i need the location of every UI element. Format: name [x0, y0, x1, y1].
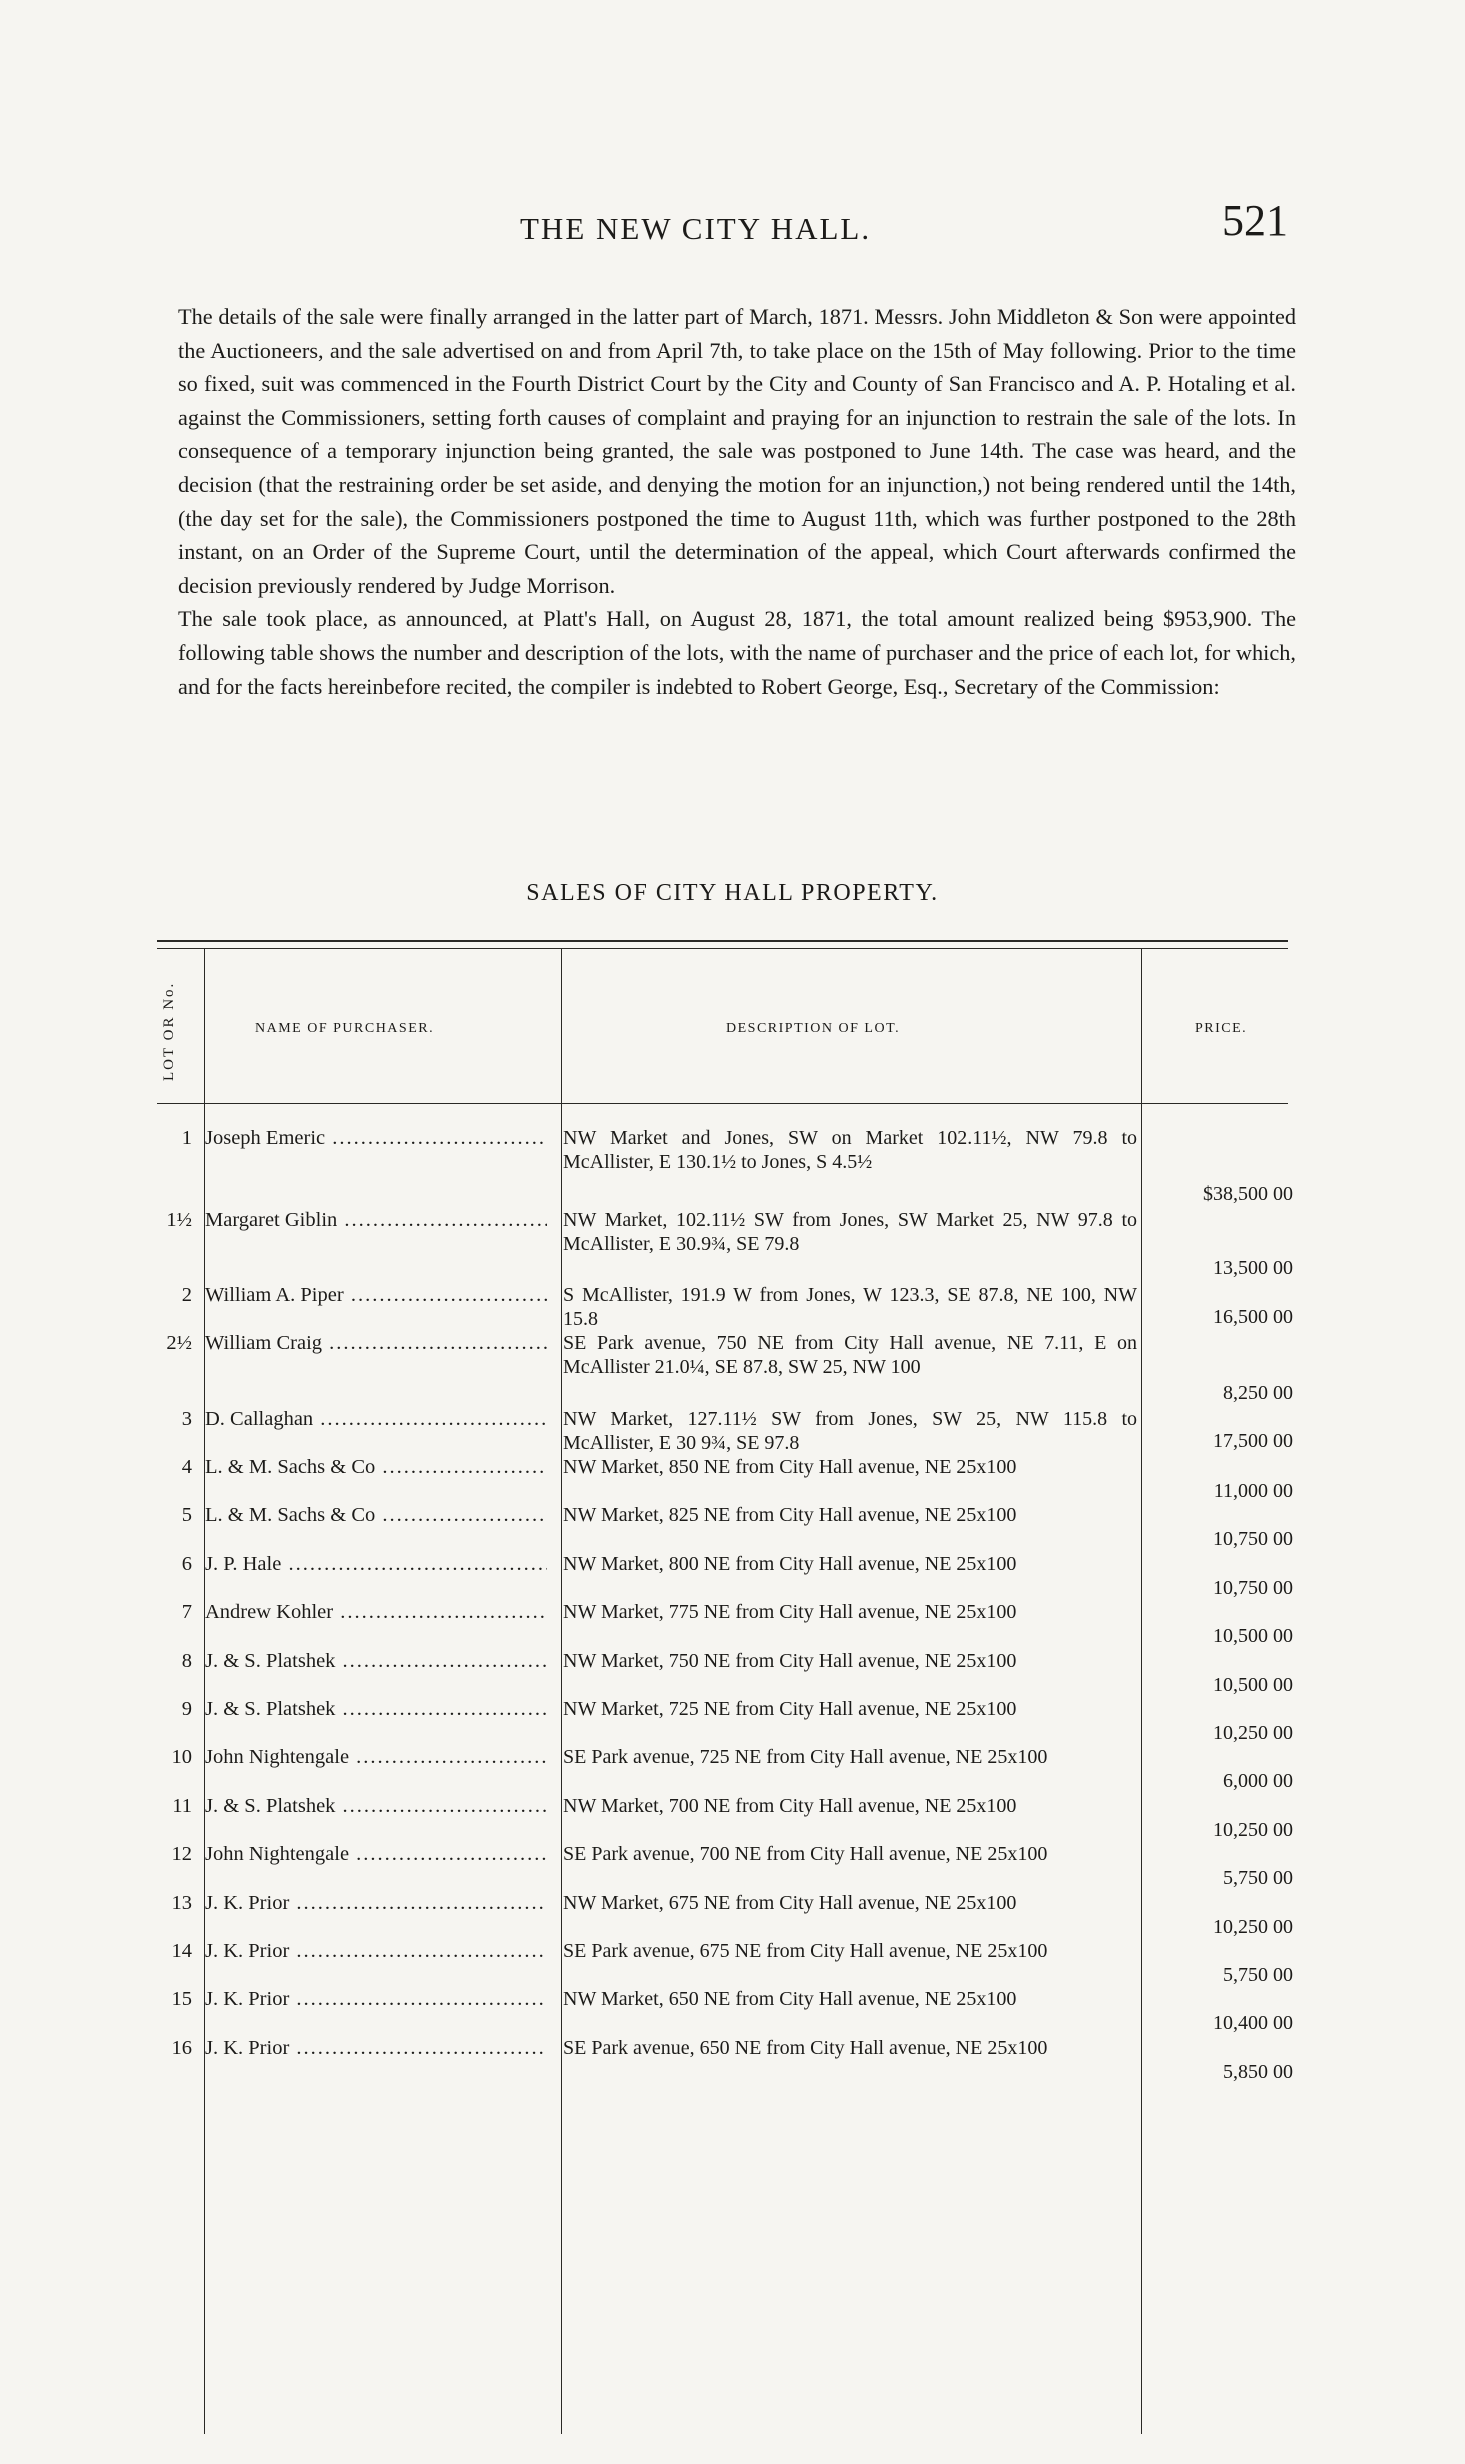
purchaser-name: Andrew Kohler .....	[205, 1600, 547, 1624]
lot-price: 13,500 00	[1213, 1257, 1293, 1279]
purchaser-name: J. K. Prior .....	[205, 1987, 547, 2011]
lot-description: NW Market, 650 NE from City Hall avenue, NE 25x100	[563, 1988, 1017, 2011]
running-head	[0, 195, 1465, 255]
lot-price: 10,750 00	[1213, 1528, 1293, 1551]
lot-price: 8,250 00	[1223, 1382, 1293, 1404]
lot-number: 2	[181, 1284, 192, 1306]
lot-number: 16	[171, 2036, 192, 2059]
purchaser-name: L. & M. Sachs & Co .....	[205, 1503, 547, 1527]
lot-description: SE Park avenue, 675 NE from City Hall avenue, NE 25x100	[563, 1939, 1048, 1962]
table-row	[0, 2036, 1465, 2084]
lot-price: 10,500 00	[1213, 1625, 1293, 1648]
lot-number: 10	[171, 1746, 192, 1769]
lot-number: 12	[171, 1843, 192, 1866]
lot-price: 6,000 00	[1223, 1770, 1293, 1793]
page-number: 521	[1222, 196, 1288, 245]
lot-number: 13	[171, 1891, 192, 1914]
lot-description: NW Market, 700 NE from City Hall avenue, NE 25x100	[563, 1794, 1017, 1817]
lot-description: SE Park avenue, 650 NE from City Hall avenue, NE 25x100	[563, 2036, 1048, 2059]
table-header-rule	[157, 1103, 1288, 1104]
lot-number: 2½	[166, 1332, 192, 1354]
table-row	[0, 1987, 1465, 2035]
lot-number: 6	[181, 1552, 192, 1575]
purchaser-name: J. K. Prior .....	[205, 1891, 547, 1915]
page-title: THE NEW CITY HALL.	[520, 211, 872, 246]
column-header-purchaser: NAME OF PURCHASER.	[255, 1021, 435, 1036]
table-row	[0, 1208, 1465, 1283]
lot-number: 14	[171, 1939, 192, 1962]
lot-description: NW Market, 775 NE from City Hall avenue, NE 25x100	[563, 1601, 1017, 1624]
table-row	[0, 1649, 1465, 1697]
table-row	[0, 1745, 1465, 1793]
table-row	[0, 1939, 1465, 1987]
lot-number: 4	[181, 1456, 192, 1478]
table-row	[0, 1455, 1465, 1503]
lot-price: 17,500 00	[1213, 1430, 1293, 1452]
lot-number: 9	[181, 1697, 192, 1720]
lot-price: 10,250 00	[1213, 1721, 1293, 1744]
purchaser-name: John Nightengale .....	[205, 1745, 547, 1769]
lot-description: S McAllister, 191.9 W from Jones, W 123.3, SE 87.8, NE 100, NW 15.8	[563, 1284, 1137, 1330]
table-row	[0, 1552, 1465, 1600]
purchaser-name: J. K. Prior .....	[205, 2036, 547, 2060]
table-row	[0, 1891, 1465, 1939]
lot-price: 16,500 00	[1213, 1306, 1293, 1328]
lot-price: 10,250 00	[1213, 1915, 1293, 1938]
table-title: SALES OF CITY HALL PROPERTY.	[526, 880, 939, 906]
column-header-price: PRICE.	[1195, 1021, 1248, 1036]
column-header-description: DESCRIPTION OF LOT.	[726, 1021, 901, 1036]
column-header-lot: LOT OR No.	[161, 981, 177, 1081]
body-text	[178, 300, 1296, 703]
lot-price: 11,000 00	[1213, 1480, 1293, 1502]
lot-price: 5,750 00	[1223, 1963, 1293, 1986]
lot-number: 1	[181, 1127, 192, 1149]
paragraph: The details of the sale were finally arranged in the latter part of March, 1871. Messrs. John Middleton & Son were appointed the Auctioneers, and the sale advertised on and from April 7th, to take place on the 15th of May following. Prior to the time so fixed, suit was commenced in the Fourth District Court by the City and County of San Francisco and A. P. Hotaling et al. against the Commissioners, setting forth causes of complaint and praying for an injunction to restrain the sale of the lots. In consequence of a temporary injunction being granted, the sale was postponed to June 14th. The case was heard, and the decision (that the restraining order be set aside, and denying the motion for an injunction,) not being rendered until the 14th, (the day set for the sale), the Commissioners postponed the time to August 11th, which was further postponed to the 28th instant, on an Order of the Supreme Court, until the determination of the appeal, which Court afterwards confirmed the decision previously rendered by Judge Morrison.	[178, 304, 1296, 598]
lot-description: NW Market, 800 NE from City Hall avenue, NE 25x100	[563, 1552, 1017, 1575]
lot-number: 7	[181, 1601, 192, 1624]
lot-description: SE Park avenue, 750 NE from City Hall avenue, NE 7.11, E on McAllister 21.0¼, SE 87.8, SW 25, NW 100	[563, 1332, 1137, 1378]
table-top-rule	[157, 940, 1288, 942]
lot-description: SE Park avenue, 700 NE from City Hall avenue, NE 25x100	[563, 1843, 1048, 1866]
paragraph: The sale took place, as announced, at Platt's Hall, on August 28, 1871, the total amount realized being $953,900. The following table shows the number and description of the lots, with the name of purchaser and the price of each lot, for which, and for the facts hereinbefore recited, the compiler is indebted to Robert George, Esq., Secretary of the Commission:	[178, 606, 1296, 699]
table-row	[0, 1331, 1465, 1407]
table-row	[0, 1794, 1465, 1842]
lot-number: 5	[181, 1504, 192, 1527]
purchaser-name: J. P. Hale .....	[205, 1552, 547, 1576]
lot-description: NW Market, 850 NE from City Hall avenue, NE 25x100	[563, 1456, 1017, 1478]
table-row	[0, 1283, 1465, 1331]
lot-price: $38,500 00	[1203, 1183, 1293, 1205]
table-row	[0, 1842, 1465, 1890]
lot-number: 15	[171, 1988, 192, 2011]
lot-price: 10,400 00	[1213, 2012, 1293, 2035]
table-row	[0, 1407, 1465, 1455]
lot-number: 3	[181, 1408, 192, 1430]
purchaser-name: Margaret Giblin .....	[205, 1208, 547, 1232]
purchaser-name: L. & M. Sachs & Co .....	[205, 1455, 547, 1479]
lot-price: 5,850 00	[1223, 2060, 1293, 2083]
purchaser-name: John Nightengale .....	[205, 1842, 547, 1866]
lot-description: NW Market and Jones, SW on Market 102.11½, NW 79.8 to McAllister, E 130.1½ to Jones, S 4.5½	[563, 1127, 1137, 1173]
purchaser-name: J. & S. Platshek .....	[205, 1649, 547, 1673]
table-row	[0, 1697, 1465, 1745]
purchaser-name: J. & S. Platshek .....	[205, 1794, 547, 1818]
purchaser-name: William A. Piper .....	[205, 1283, 547, 1307]
table-row	[0, 1126, 1465, 1208]
purchaser-name: Joseph Emeric .....	[205, 1126, 547, 1150]
table-top-rule	[157, 948, 1288, 949]
lot-description: NW Market, 127.11½ SW from Jones, SW 25, NW 115.8 to McAllister, E 30 9¾, SE 97.8	[563, 1408, 1137, 1454]
lot-description: NW Market, 102.11½ SW from Jones, SW Market 25, NW 97.8 to McAllister, E 30.9¾, SE 79.8	[563, 1209, 1137, 1255]
lot-price: 10,250 00	[1213, 1818, 1293, 1841]
lot-description: SE Park avenue, 725 NE from City Hall avenue, NE 25x100	[563, 1746, 1048, 1769]
lot-price: 10,500 00	[1213, 1673, 1293, 1696]
purchaser-name: J. K. Prior .....	[205, 1939, 547, 1963]
lot-price: 5,750 00	[1223, 1867, 1293, 1890]
lot-number: 8	[181, 1649, 192, 1672]
lot-description: NW Market, 675 NE from City Hall avenue, NE 25x100	[563, 1891, 1017, 1914]
table-body	[0, 1126, 1465, 2084]
lot-number: 11	[172, 1794, 192, 1817]
lot-number: 1½	[166, 1209, 192, 1231]
purchaser-name: William Craig .....	[205, 1331, 547, 1355]
table-row	[0, 1503, 1465, 1551]
lot-description: NW Market, 825 NE from City Hall avenue, NE 25x100	[563, 1504, 1017, 1527]
purchaser-name: D. Callaghan .....	[205, 1407, 547, 1431]
table-row	[0, 1600, 1465, 1648]
lot-description: NW Market, 725 NE from City Hall avenue, NE 25x100	[563, 1697, 1017, 1720]
lot-description: NW Market, 750 NE from City Hall avenue, NE 25x100	[563, 1649, 1017, 1672]
purchaser-name: J. & S. Platshek .....	[205, 1697, 547, 1721]
lot-price: 10,750 00	[1213, 1576, 1293, 1599]
